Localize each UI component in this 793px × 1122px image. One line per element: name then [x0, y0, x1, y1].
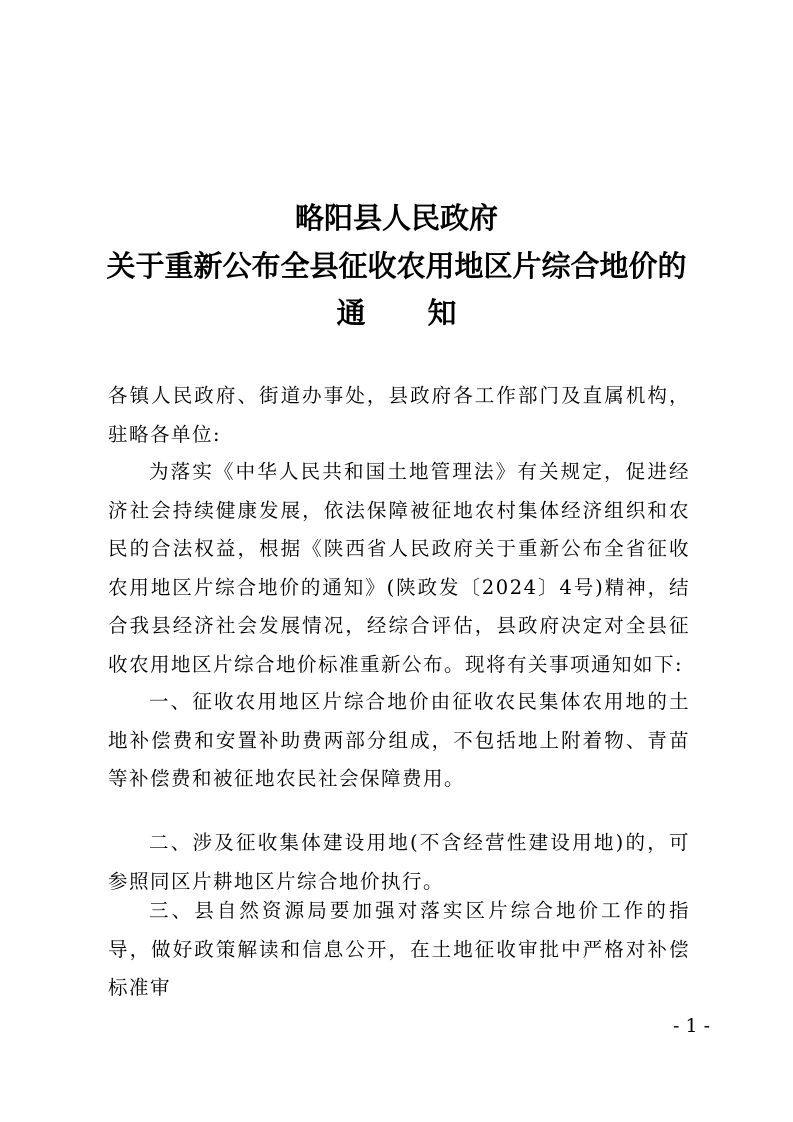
title-subject: 关于重新公布全县征收农用地区片综合地价的 — [106, 249, 687, 283]
page-number: - 1 - — [672, 1015, 710, 1037]
title-doc-type-char1: 通 — [336, 296, 366, 330]
item-2-paragraph: 二、涉及征收集体建设用地(不含经营性建设用地)的，可参照同区片耕地区片综合地价执行。 — [108, 831, 690, 893]
item-3-paragraph: 三、县自然资源局要加强对落实区片综合地价工作的指导，做好政策解读和信息公开，在土地征收审批中严格对补偿标准审 — [108, 899, 690, 999]
intro-paragraph: 为落实《中华人民共和国土地管理法》有关规定，促进经济社会持续健康发展，依法保障被征地农村集体经济组织和农民的合法权益，根据《陕西省人民政府关于重新公布全省征收农用地区片综合地价的通知》(陕政发〔2024〕4号)精神，结合我县经济社会发展情况，经综合评估，县政府决定对全县征收农用地区片综合地价标准重新公布。现将有关事项通知如下: — [108, 460, 690, 676]
title-issuer: 略阳县人民政府 — [294, 201, 498, 235]
item-1-paragraph: 一、征收农用地区片综合地价由征收农民集体农用地的土地补偿费和安置补助费两部分组成，不包括地上附着物、青苗等补偿费和被征地农民社会保障费用。 — [108, 690, 690, 790]
title-doc-type-char2: 知 — [427, 296, 457, 330]
addressee-paragraph: 各镇人民政府、街道办事处，县政府各工作部门及直属机构，驻略各单位: — [108, 384, 690, 446]
title-doc-type — [0, 293, 793, 333]
